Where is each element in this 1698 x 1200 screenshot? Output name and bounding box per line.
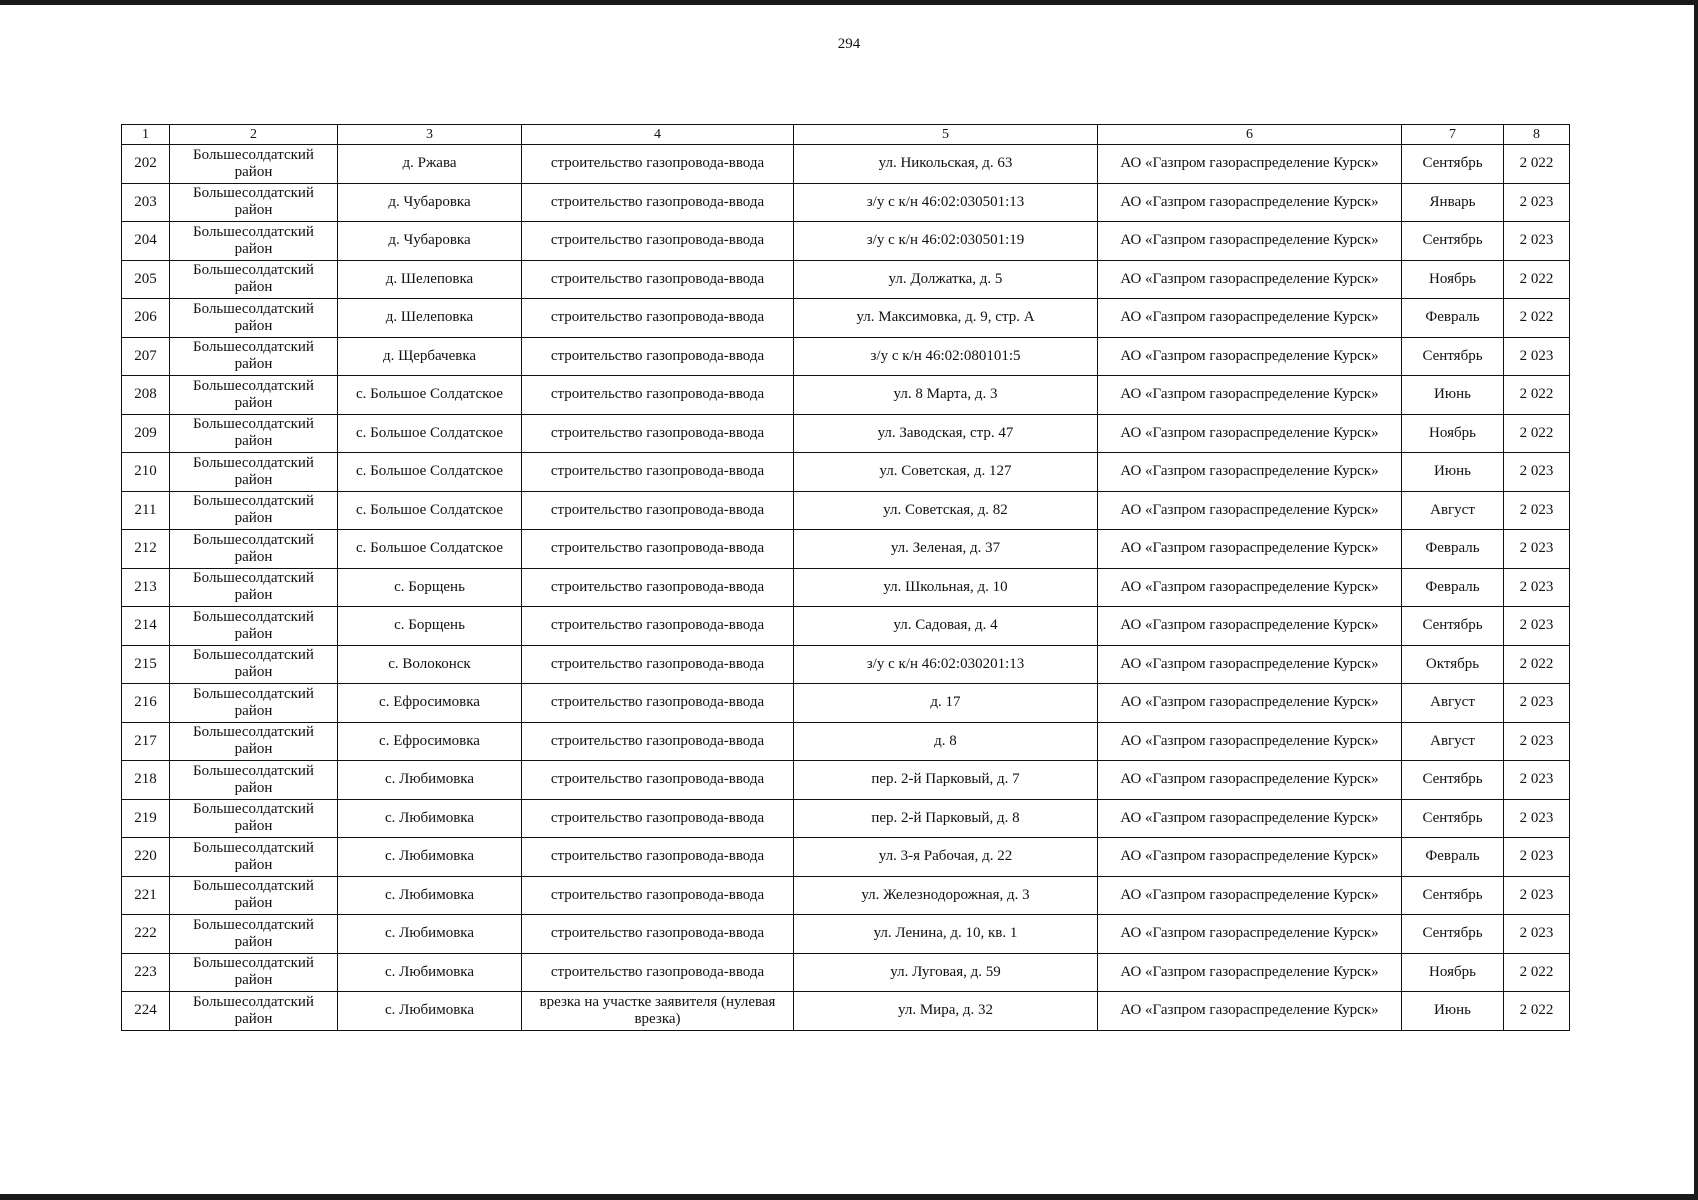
- year-cell: 2 022: [1504, 953, 1570, 992]
- year-cell: 2 022: [1504, 299, 1570, 338]
- table-row: [122, 838, 1570, 877]
- address-cell: ул. Никольская, д. 63: [794, 145, 1098, 184]
- organization-cell: АО «Газпром газораспределение Курск»: [1098, 453, 1402, 492]
- row-number-cell: 202: [122, 145, 170, 184]
- row-number-cell: 204: [122, 222, 170, 261]
- address-cell: д. 17: [794, 684, 1098, 723]
- year-cell: 2 023: [1504, 799, 1570, 838]
- settlement-cell: д. Щербачевка: [338, 337, 522, 376]
- organization-cell: АО «Газпром газораспределение Курск»: [1098, 414, 1402, 453]
- work-type-cell: строительство газопровода-ввода: [522, 453, 794, 492]
- year-cell: 2 022: [1504, 414, 1570, 453]
- year-cell: 2 023: [1504, 183, 1570, 222]
- work-type-cell: строительство газопровода-ввода: [522, 145, 794, 184]
- district-cell: Большесолдатский район: [170, 222, 338, 261]
- year-cell: 2 023: [1504, 568, 1570, 607]
- scan-edge-bottom: [0, 1194, 1698, 1200]
- table-row: [122, 145, 1570, 184]
- work-type-cell: строительство газопровода-ввода: [522, 645, 794, 684]
- district-cell: Большесолдатский район: [170, 684, 338, 723]
- work-type-cell: строительство газопровода-ввода: [522, 376, 794, 415]
- year-cell: 2 023: [1504, 222, 1570, 261]
- organization-cell: АО «Газпром газораспределение Курск»: [1098, 337, 1402, 376]
- work-type-cell: строительство газопровода-ввода: [522, 299, 794, 338]
- district-cell: Большесолдатский район: [170, 953, 338, 992]
- row-number-cell: 211: [122, 491, 170, 530]
- work-type-cell: строительство газопровода-ввода: [522, 684, 794, 723]
- table-row: [122, 530, 1570, 569]
- district-cell: Большесолдатский район: [170, 838, 338, 877]
- district-cell: Большесолдатский район: [170, 915, 338, 954]
- settlement-cell: д. Ржава: [338, 145, 522, 184]
- table-row: [122, 953, 1570, 992]
- organization-cell: АО «Газпром газораспределение Курск»: [1098, 260, 1402, 299]
- address-cell: ул. Мира, д. 32: [794, 992, 1098, 1031]
- month-cell: Октябрь: [1402, 645, 1504, 684]
- month-cell: Январь: [1402, 183, 1504, 222]
- month-cell: Август: [1402, 684, 1504, 723]
- settlement-cell: д. Шелеповка: [338, 260, 522, 299]
- organization-cell: АО «Газпром газораспределение Курск»: [1098, 799, 1402, 838]
- month-cell: Сентябрь: [1402, 607, 1504, 646]
- scan-edge-right: [1694, 0, 1698, 1200]
- table-row: [122, 761, 1570, 800]
- district-cell: Большесолдатский район: [170, 337, 338, 376]
- row-number-cell: 219: [122, 799, 170, 838]
- month-cell: Ноябрь: [1402, 953, 1504, 992]
- month-cell: Сентябрь: [1402, 761, 1504, 800]
- year-cell: 2 023: [1504, 607, 1570, 646]
- address-cell: ул. Должатка, д. 5: [794, 260, 1098, 299]
- organization-cell: АО «Газпром газораспределение Курск»: [1098, 607, 1402, 646]
- table-row: [122, 414, 1570, 453]
- organization-cell: АО «Газпром газораспределение Курск»: [1098, 145, 1402, 184]
- address-cell: з/у с к/н 46:02:030201:13: [794, 645, 1098, 684]
- settlement-cell: с. Большое Солдатское: [338, 376, 522, 415]
- row-number-cell: 209: [122, 414, 170, 453]
- year-cell: 2 022: [1504, 260, 1570, 299]
- district-cell: Большесолдатский район: [170, 183, 338, 222]
- month-cell: Сентябрь: [1402, 222, 1504, 261]
- month-cell: Сентябрь: [1402, 915, 1504, 954]
- settlement-cell: с. Большое Солдатское: [338, 491, 522, 530]
- row-number-cell: 208: [122, 376, 170, 415]
- organization-cell: АО «Газпром газораспределение Курск»: [1098, 915, 1402, 954]
- month-cell: Сентябрь: [1402, 337, 1504, 376]
- address-cell: ул. Советская, д. 127: [794, 453, 1098, 492]
- settlement-cell: с. Большое Солдатское: [338, 414, 522, 453]
- settlement-cell: с. Любимовка: [338, 838, 522, 877]
- table-row: [122, 876, 1570, 915]
- organization-cell: АО «Газпром газораспределение Курск»: [1098, 491, 1402, 530]
- address-cell: ул. Советская, д. 82: [794, 491, 1098, 530]
- address-cell: ул. Железнодорожная, д. 3: [794, 876, 1098, 915]
- row-number-cell: 216: [122, 684, 170, 723]
- row-number-cell: 212: [122, 530, 170, 569]
- organization-cell: АО «Газпром газораспределение Курск»: [1098, 376, 1402, 415]
- work-type-cell: строительство газопровода-ввода: [522, 761, 794, 800]
- year-cell: 2 023: [1504, 337, 1570, 376]
- column-number: 3: [338, 125, 522, 145]
- month-cell: Август: [1402, 722, 1504, 761]
- table-row: [122, 337, 1570, 376]
- year-cell: 2 022: [1504, 145, 1570, 184]
- district-cell: Большесолдатский район: [170, 761, 338, 800]
- row-number-cell: 223: [122, 953, 170, 992]
- column-number: 5: [794, 125, 1098, 145]
- month-cell: Сентябрь: [1402, 876, 1504, 915]
- table-row: [122, 222, 1570, 261]
- district-cell: Большесолдатский район: [170, 722, 338, 761]
- table-row: [122, 568, 1570, 607]
- table-row: [122, 607, 1570, 646]
- work-type-cell: строительство газопровода-ввода: [522, 915, 794, 954]
- district-cell: Большесолдатский район: [170, 414, 338, 453]
- organization-cell: АО «Газпром газораспределение Курск»: [1098, 568, 1402, 607]
- year-cell: 2 023: [1504, 722, 1570, 761]
- table-row: [122, 992, 1570, 1031]
- month-cell: Август: [1402, 491, 1504, 530]
- address-cell: ул. Школьная, д. 10: [794, 568, 1098, 607]
- register-table: [121, 124, 1570, 1031]
- settlement-cell: с. Ефросимовка: [338, 684, 522, 723]
- work-type-cell: строительство газопровода-ввода: [522, 183, 794, 222]
- district-cell: Большесолдатский район: [170, 568, 338, 607]
- month-cell: Июнь: [1402, 376, 1504, 415]
- month-cell: Февраль: [1402, 530, 1504, 569]
- settlement-cell: д. Чубаровка: [338, 222, 522, 261]
- year-cell: 2 022: [1504, 376, 1570, 415]
- settlement-cell: с. Большое Солдатское: [338, 453, 522, 492]
- district-cell: Большесолдатский район: [170, 453, 338, 492]
- row-number-cell: 222: [122, 915, 170, 954]
- address-cell: з/у с к/н 46:02:030501:19: [794, 222, 1098, 261]
- table-row: [122, 684, 1570, 723]
- month-cell: Сентябрь: [1402, 799, 1504, 838]
- settlement-cell: с. Любимовка: [338, 992, 522, 1031]
- table-row: [122, 915, 1570, 954]
- district-cell: Большесолдатский район: [170, 145, 338, 184]
- organization-cell: АО «Газпром газораспределение Курск»: [1098, 183, 1402, 222]
- row-number-cell: 224: [122, 992, 170, 1031]
- scan-edge-top: [0, 0, 1698, 5]
- column-number: 8: [1504, 125, 1570, 145]
- address-cell: ул. Зеленая, д. 37: [794, 530, 1098, 569]
- district-cell: Большесолдатский район: [170, 260, 338, 299]
- year-cell: 2 023: [1504, 684, 1570, 723]
- settlement-cell: с. Борщень: [338, 568, 522, 607]
- table-row: [122, 799, 1570, 838]
- district-cell: Большесолдатский район: [170, 530, 338, 569]
- work-type-cell: строительство газопровода-ввода: [522, 876, 794, 915]
- organization-cell: АО «Газпром газораспределение Курск»: [1098, 992, 1402, 1031]
- settlement-cell: д. Шелеповка: [338, 299, 522, 338]
- organization-cell: АО «Газпром газораспределение Курск»: [1098, 953, 1402, 992]
- column-number: 2: [170, 125, 338, 145]
- table-row: [122, 453, 1570, 492]
- month-cell: Ноябрь: [1402, 414, 1504, 453]
- organization-cell: АО «Газпром газораспределение Курск»: [1098, 838, 1402, 877]
- work-type-cell: строительство газопровода-ввода: [522, 491, 794, 530]
- address-cell: ул. Луговая, д. 59: [794, 953, 1098, 992]
- address-cell: ул. 3-я Рабочая, д. 22: [794, 838, 1098, 877]
- organization-cell: АО «Газпром газораспределение Курск»: [1098, 876, 1402, 915]
- row-number-cell: 220: [122, 838, 170, 877]
- work-type-cell: строительство газопровода-ввода: [522, 222, 794, 261]
- settlement-cell: с. Большое Солдатское: [338, 530, 522, 569]
- column-number: 6: [1098, 125, 1402, 145]
- settlement-cell: с. Любимовка: [338, 915, 522, 954]
- month-cell: Февраль: [1402, 299, 1504, 338]
- district-cell: Большесолдатский район: [170, 876, 338, 915]
- table-row: [122, 299, 1570, 338]
- month-cell: Июнь: [1402, 992, 1504, 1031]
- year-cell: 2 022: [1504, 645, 1570, 684]
- row-number-cell: 221: [122, 876, 170, 915]
- work-type-cell: строительство газопровода-ввода: [522, 568, 794, 607]
- settlement-cell: с. Любимовка: [338, 953, 522, 992]
- district-cell: Большесолдатский район: [170, 491, 338, 530]
- year-cell: 2 022: [1504, 992, 1570, 1031]
- organization-cell: АО «Газпром газораспределение Курск»: [1098, 722, 1402, 761]
- district-cell: Большесолдатский район: [170, 645, 338, 684]
- organization-cell: АО «Газпром газораспределение Курск»: [1098, 761, 1402, 800]
- year-cell: 2 023: [1504, 491, 1570, 530]
- work-type-cell: строительство газопровода-ввода: [522, 414, 794, 453]
- settlement-cell: с. Любимовка: [338, 761, 522, 800]
- district-cell: Большесолдатский район: [170, 799, 338, 838]
- work-type-cell: строительство газопровода-ввода: [522, 607, 794, 646]
- work-type-cell: строительство газопровода-ввода: [522, 953, 794, 992]
- district-cell: Большесолдатский район: [170, 607, 338, 646]
- month-cell: Февраль: [1402, 568, 1504, 607]
- row-number-cell: 203: [122, 183, 170, 222]
- row-number-cell: 215: [122, 645, 170, 684]
- work-type-cell: строительство газопровода-ввода: [522, 530, 794, 569]
- year-cell: 2 023: [1504, 761, 1570, 800]
- organization-cell: АО «Газпром газораспределение Курск»: [1098, 684, 1402, 723]
- district-cell: Большесолдатский район: [170, 376, 338, 415]
- table-row: [122, 491, 1570, 530]
- table-row: [122, 722, 1570, 761]
- address-cell: ул. Садовая, д. 4: [794, 607, 1098, 646]
- district-cell: Большесолдатский район: [170, 299, 338, 338]
- address-cell: ул. Ленина, д. 10, кв. 1: [794, 915, 1098, 954]
- row-number-cell: 218: [122, 761, 170, 800]
- organization-cell: АО «Газпром газораспределение Курск»: [1098, 645, 1402, 684]
- table-row: [122, 260, 1570, 299]
- work-type-cell: врезка на участке заявителя (нулевая врезка): [522, 992, 794, 1031]
- address-cell: ул. 8 Марта, д. 3: [794, 376, 1098, 415]
- table-row: [122, 645, 1570, 684]
- work-type-cell: строительство газопровода-ввода: [522, 799, 794, 838]
- address-cell: пер. 2-й Парковый, д. 7: [794, 761, 1098, 800]
- table-row: [122, 183, 1570, 222]
- settlement-cell: с. Волоконск: [338, 645, 522, 684]
- column-number: 4: [522, 125, 794, 145]
- district-cell: Большесолдатский район: [170, 992, 338, 1031]
- work-type-cell: строительство газопровода-ввода: [522, 838, 794, 877]
- month-cell: Сентябрь: [1402, 145, 1504, 184]
- row-number-cell: 213: [122, 568, 170, 607]
- address-cell: з/у с к/н 46:02:030501:13: [794, 183, 1098, 222]
- row-number-cell: 205: [122, 260, 170, 299]
- work-type-cell: строительство газопровода-ввода: [522, 722, 794, 761]
- settlement-cell: с. Любимовка: [338, 876, 522, 915]
- row-number-cell: 207: [122, 337, 170, 376]
- row-number-cell: 217: [122, 722, 170, 761]
- address-cell: ул. Максимовка, д. 9, стр. А: [794, 299, 1098, 338]
- organization-cell: АО «Газпром газораспределение Курск»: [1098, 530, 1402, 569]
- year-cell: 2 023: [1504, 915, 1570, 954]
- column-number-row: [122, 125, 1570, 145]
- settlement-cell: д. Чубаровка: [338, 183, 522, 222]
- row-number-cell: 214: [122, 607, 170, 646]
- work-type-cell: строительство газопровода-ввода: [522, 337, 794, 376]
- column-number: 1: [122, 125, 170, 145]
- year-cell: 2 023: [1504, 876, 1570, 915]
- year-cell: 2 023: [1504, 453, 1570, 492]
- year-cell: 2 023: [1504, 838, 1570, 877]
- settlement-cell: с. Любимовка: [338, 799, 522, 838]
- settlement-cell: с. Борщень: [338, 607, 522, 646]
- organization-cell: АО «Газпром газораспределение Курск»: [1098, 222, 1402, 261]
- month-cell: Февраль: [1402, 838, 1504, 877]
- page-number: 294: [837, 36, 861, 52]
- settlement-cell: с. Ефросимовка: [338, 722, 522, 761]
- year-cell: 2 023: [1504, 530, 1570, 569]
- table-row: [122, 376, 1570, 415]
- address-cell: д. 8: [794, 722, 1098, 761]
- row-number-cell: 210: [122, 453, 170, 492]
- month-cell: Июнь: [1402, 453, 1504, 492]
- column-number: 7: [1402, 125, 1504, 145]
- organization-cell: АО «Газпром газораспределение Курск»: [1098, 299, 1402, 338]
- work-type-cell: строительство газопровода-ввода: [522, 260, 794, 299]
- address-cell: ул. Заводская, стр. 47: [794, 414, 1098, 453]
- address-cell: з/у с к/н 46:02:080101:5: [794, 337, 1098, 376]
- address-cell: пер. 2-й Парковый, д. 8: [794, 799, 1098, 838]
- month-cell: Ноябрь: [1402, 260, 1504, 299]
- row-number-cell: 206: [122, 299, 170, 338]
